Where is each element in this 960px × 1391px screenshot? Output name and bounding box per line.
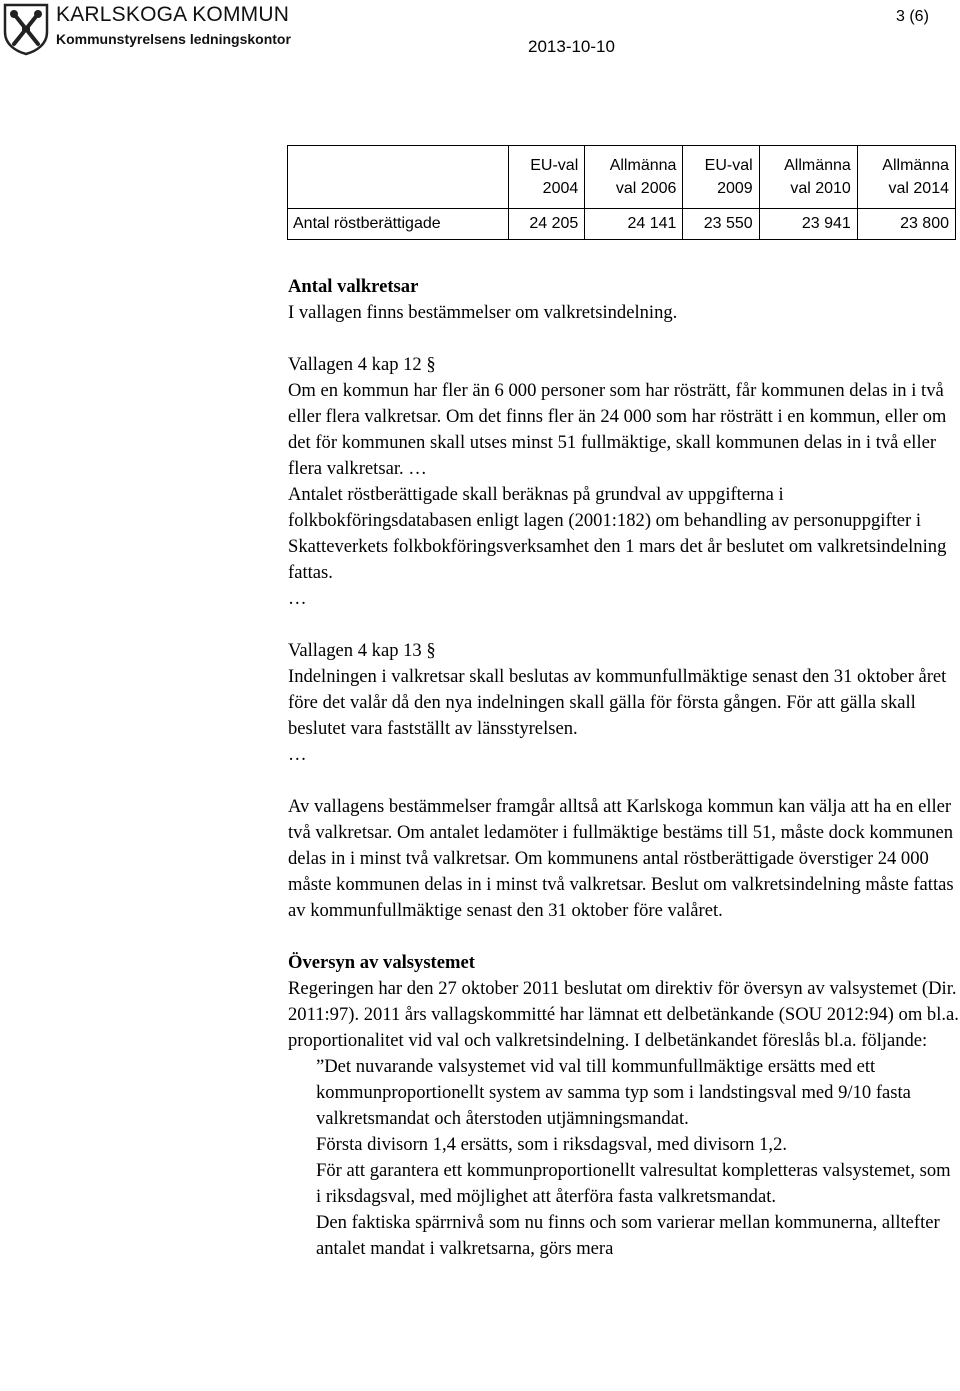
document-date: 2013-10-10: [528, 37, 615, 56]
section-heading: Översyn av valsystemet: [288, 952, 475, 973]
column-header: EU-val 2004: [509, 146, 585, 209]
table-cell: 23 941: [759, 209, 857, 240]
section-heading: Antal valkretsar: [288, 276, 419, 297]
voters-table: [287, 145, 956, 240]
paragraph: Indelningen i valkretsar skall beslutas av kommunfullmäktige senast den 31 oktober året före det valår då den nya indelningen skall gälla för första gången. För att gälla skall beslutet vara fastställt av länsstyrelsen.: [288, 666, 947, 739]
org-name: KARLSKOGA KOMMUN: [56, 3, 290, 26]
quote-paragraph: Den faktiska spärrnivå som nu finns och som varierar mellan kommunerna, alltefter antalet mandat i valkretsarna, görs mera: [316, 1212, 940, 1259]
table-cell: 24 205: [509, 209, 585, 240]
paragraph: Av vallagens bestämmelser framgår alltså att Karlskoga kommun kan välja att ha en eller två valkretsar. Om antalet ledamöter i fullmäktige bestäms till 51, måste dock kommunen delas in i minst två valkretsar. Om kommunens antal röstberättigade överstiger 24 000 måste kommunen delas in i minst två valkretsar. Beslut om valkretsindelning måste fattas av kommunfullmäktige senast den 31 oktober före valåret.: [288, 796, 954, 921]
paragraph: Regeringen har den 27 oktober 2011 beslutat om direktiv för översyn av valsystemet (Dir. 2011:97). 2011 års vallagskommitté har lämnat ett delbetänkande (SOU 2012:94) om bl.a. proportionalitet vid val och valkretsindelning. I delbetänkandet föreslås bl.a. följande:: [288, 978, 959, 1051]
coat-of-arms-icon: [2, 2, 50, 56]
law-reference: Vallagen 4 kap 12 §: [288, 354, 436, 375]
table-row: [288, 209, 956, 240]
column-header: EU-val 2009: [683, 146, 759, 209]
table-cell: 24 141: [585, 209, 683, 240]
paragraph: Om en kommun har fler än 6 000 personer som har rösträtt, får kommunen delas in i två eller flera valkretsar. Om det finns fler än 24 000 som har rösträtt i en kommun, eller om det för kommunen skall utses minst 51 fullmäktige, skall kommunen delas in i två eller flera valkretsar. …: [288, 380, 947, 479]
table-header-row: [288, 146, 956, 209]
org-unit: Kommunstyrelsens ledningskontor: [56, 31, 291, 47]
quote-paragraph: Första divisorn 1,4 ersätts, som i riksdagsval, med divisorn 1,2.: [316, 1134, 788, 1155]
ellipsis: …: [288, 744, 307, 765]
page-number: 3 (6): [896, 8, 929, 25]
quote-paragraph: ”Det nuvarande valsystemet vid val till kommunfullmäktige ersätts med ett kommunproportionellt system av samma typ som i landstingsval med 9/10 fasta valkretsmandat och återstoden utjämningsmandat.: [316, 1056, 911, 1129]
table-cell: 23 550: [683, 209, 759, 240]
quote-paragraph: För att garantera ett kommunproportionellt valresultat kompletteras valsystemet, som i riksdagsval, med möjlighet att återföra fasta valkretsmandat.: [316, 1160, 951, 1207]
paragraph: Antalet röstberättigade skall beräknas på grundval av uppgifterna i folkbokföringsdatabasen enligt lagen (2001:182) om behandling av personuppgifter i Skatteverkets folkbokföringsverksamhet den 1 mars det år beslutet om valkretsindelning fattas.: [288, 484, 947, 583]
law-reference: Vallagen 4 kap 13 §: [288, 640, 436, 661]
header-logo: [0, 0, 290, 60]
ellipsis: …: [288, 588, 307, 609]
column-header: Allmänna val 2006: [585, 146, 683, 209]
document-body: [288, 274, 960, 1262]
table-cell: 23 800: [857, 209, 955, 240]
intro-text: I vallagen finns bestämmelser om valkretsindelning.: [288, 302, 678, 323]
column-header: Allmänna val 2014: [857, 146, 955, 209]
row-label: Antal röstberättigade: [288, 209, 509, 240]
column-header: Allmänna val 2010: [759, 146, 857, 209]
table-corner-cell: [288, 146, 509, 209]
